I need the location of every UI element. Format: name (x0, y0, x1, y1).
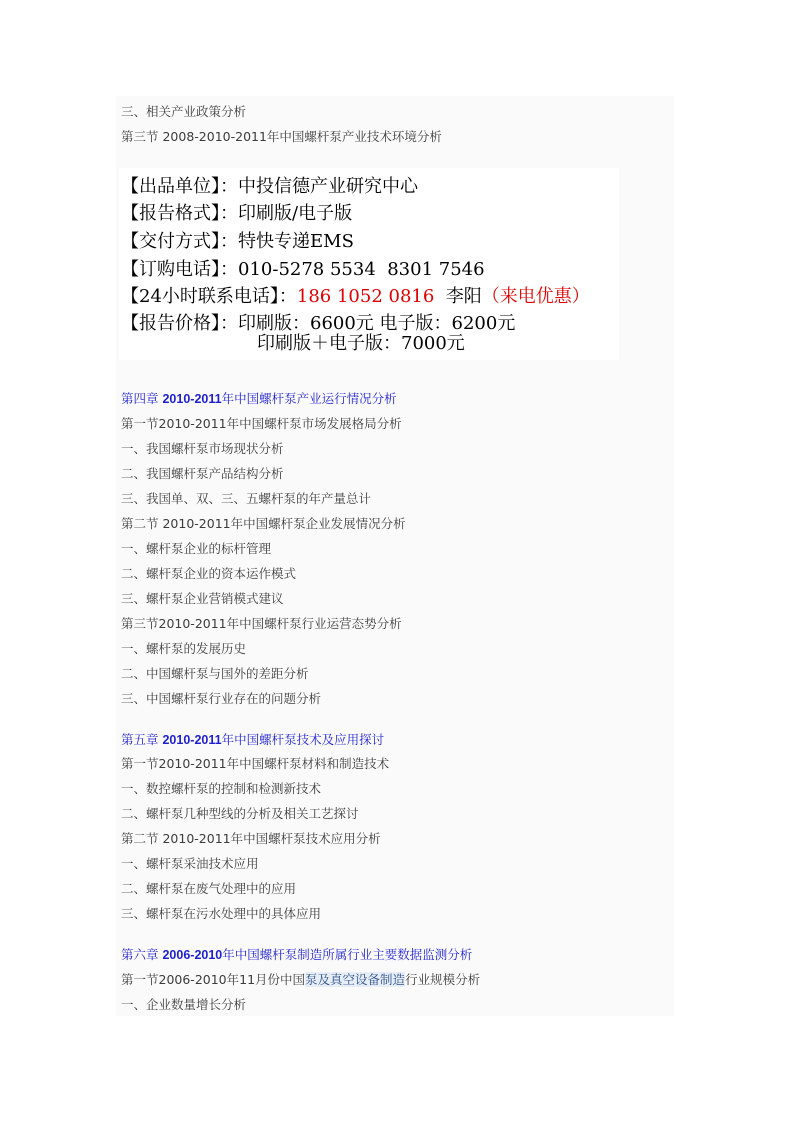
phone-label: 【订购电话】： (121, 259, 238, 280)
hotline-label: 【24小时联系电话】： (121, 286, 297, 307)
list-item: 第二节 2010-2011年中国螺杆泵技术应用分析 (121, 831, 381, 846)
format-line (121, 203, 352, 225)
chapter-5-rest: 年中国螺杆泵技术及应用探讨 (221, 732, 385, 747)
hotline-number: 186 1052 0816 (296, 286, 435, 307)
list-item: 二、螺杆泵几种型线的分析及相关工艺探讨 (121, 806, 359, 821)
item-suffix: 行业规模分析 (405, 972, 481, 987)
industry-link[interactable]: 泵及真空设备制造 (305, 972, 406, 987)
delivery-value: 特快专递EMS (238, 231, 354, 252)
producer-label: 【出品单位】： (121, 176, 238, 197)
chapter-5-year: 2010-2011 (162, 733, 222, 747)
price-value-1: 印刷版：6600元 电子版：6200元 (238, 313, 516, 334)
chapter-4-title (121, 391, 397, 407)
phone-line (121, 259, 485, 281)
chapter-5-title (121, 732, 384, 748)
list-item: 一、数控螺杆泵的控制和检测新技术 (121, 781, 322, 796)
list-item: 二、螺杆泵企业的资本运作模式 (121, 566, 297, 581)
list-item: 第一节2010-2011年中国螺杆泵市场发展格局分析 (121, 416, 402, 431)
price-line (121, 313, 515, 335)
chapter-4-year: 2010-2011 (162, 392, 222, 406)
producer-line (121, 176, 418, 198)
hotline-discount-note: （来电优惠） (481, 286, 590, 307)
chapter-4-prefix: 第四章 (121, 391, 163, 406)
list-item: 二、螺杆泵在废气处理中的应用 (121, 881, 297, 896)
list-item: 三、螺杆泵企业营销模式建议 (121, 591, 284, 606)
hotline-line (121, 286, 590, 308)
chapter-6-prefix: 第六章 (121, 947, 163, 962)
list-item: 二、我国螺杆泵产品结构分析 (121, 466, 284, 481)
policy-analysis-line: 三、相关产业政策分析 (121, 104, 247, 119)
list-item: 第一节2010-2011年中国螺杆泵材料和制造技术 (121, 756, 390, 771)
delivery-line (121, 231, 354, 253)
phone-value: 010-5278 5534 8301 7546 (238, 259, 485, 280)
chapter-4-rest: 年中国螺杆泵产业运行情况分析 (221, 391, 397, 406)
list-item: 第二节 2010-2011年中国螺杆泵企业发展情况分析 (121, 516, 406, 531)
format-value: 印刷版/电子版 (238, 203, 353, 224)
price-label: 【报告价格】： (121, 313, 238, 334)
chapter-6-year: 2006-2010 (162, 948, 223, 962)
hotline-contact-name: 李阳 (445, 286, 482, 307)
list-item: 三、螺杆泵在污水处理中的具体应用 (121, 906, 322, 921)
price-line-2 (257, 333, 465, 355)
list-item: 一、螺杆泵企业的标杆管理 (121, 541, 272, 556)
list-item: 三、中国螺杆泵行业存在的问题分析 (121, 691, 322, 706)
chapter-6-title (121, 947, 472, 963)
list-item: 三、我国单、双、三、五螺杆泵的年产量总计 (121, 491, 372, 506)
format-label: 【报告格式】： (121, 203, 238, 224)
list-item: 一、企业数量增长分析 (121, 997, 247, 1012)
list-item: 一、螺杆泵采油技术应用 (121, 856, 259, 871)
producer-value: 中投信德产业研究中心 (238, 176, 418, 197)
item-prefix: 第一节2006-2010年11月份中国 (121, 972, 306, 987)
list-item (121, 972, 480, 988)
chapter-6-rest: 年中国螺杆泵制造所属行业主要数据监测分析 (222, 947, 473, 962)
list-item: 一、螺杆泵的发展历史 (121, 641, 247, 656)
list-item: 第三节2010-2011年中国螺杆泵行业运营态势分析 (121, 616, 402, 631)
chapter-5-prefix: 第五章 (121, 732, 163, 747)
price-value-2: 印刷版＋电子版：7000元 (257, 333, 465, 354)
delivery-label: 【交付方式】： (121, 231, 238, 252)
list-item: 二、中国螺杆泵与国外的差距分析 (121, 666, 309, 681)
list-item: 一、我国螺杆泵市场现状分析 (121, 441, 284, 456)
section-3-tech-env: 第三节 2008-2010-2011年中国螺杆泵产业技术环境分析 (121, 129, 442, 144)
